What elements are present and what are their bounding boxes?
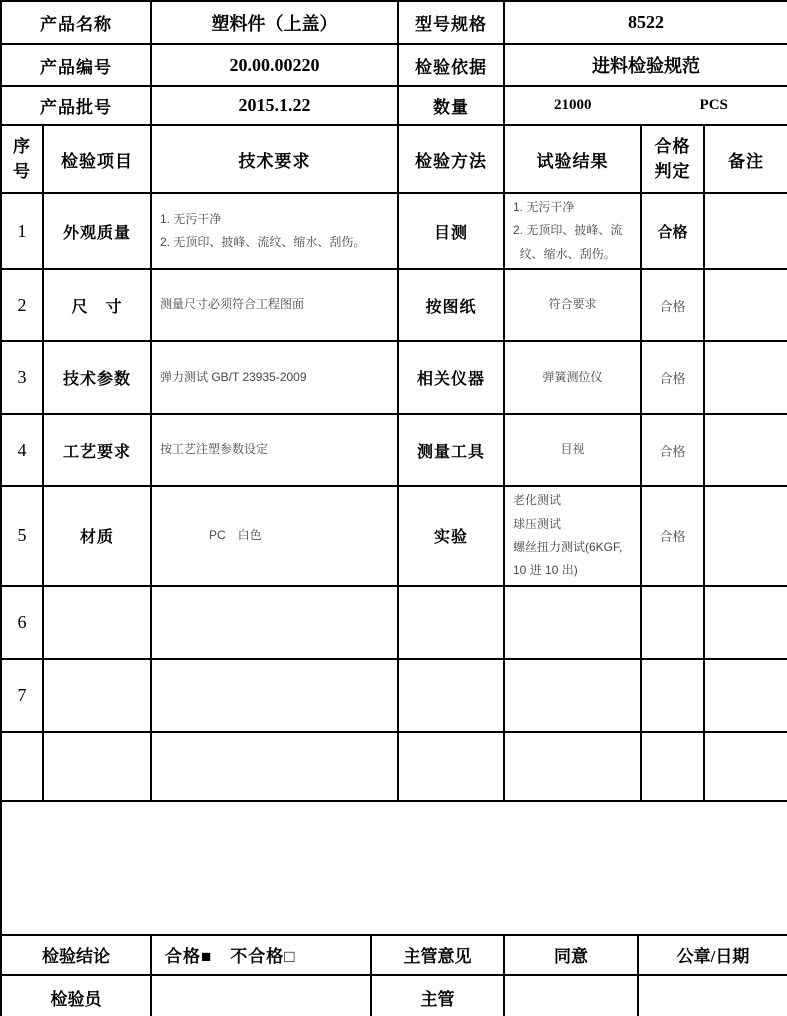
row5-method: 实验 (398, 486, 504, 586)
row3-no: 3 (1, 341, 43, 414)
row6-requirement (151, 586, 398, 659)
inspection-row-2 (1, 269, 787, 341)
row1-result (504, 193, 641, 269)
row3-requirement (151, 341, 398, 414)
row5-result (504, 486, 641, 586)
footer-table (0, 934, 787, 1016)
model-spec-label: 型号规格 (398, 1, 504, 44)
notes-area (1, 801, 787, 935)
seal-date-label: 公章/日期 (638, 935, 787, 975)
requirement-line: 弹力测试 GB/T 23935-2009 (160, 369, 307, 384)
row2-requirement (151, 269, 398, 341)
row4-no: 4 (1, 414, 43, 486)
row1-note (704, 193, 787, 269)
row2-note (704, 269, 787, 341)
opinion-label: 主管意见 (371, 935, 504, 975)
inspector-signature (151, 975, 371, 1016)
row7-item (43, 659, 151, 732)
inspection-row-7 (1, 659, 787, 732)
batch-value: 2015.1.22 (151, 86, 398, 125)
row1-method: 目测 (398, 193, 504, 269)
row5-no: 5 (1, 486, 43, 586)
opinion-value: 同意 (504, 935, 638, 975)
row3-method: 相关仪器 (398, 341, 504, 414)
row6-result (504, 586, 641, 659)
row7-no: 7 (1, 659, 43, 732)
row2-no: 2 (1, 269, 43, 341)
inspector-row (1, 975, 787, 1016)
product-code-label: 产品编号 (1, 44, 151, 86)
row5-judgement: 合格 (641, 486, 704, 586)
header-seq (1, 125, 43, 193)
conclusion-label: 检验结论 (1, 935, 151, 975)
quantity-unit: PCS (699, 97, 728, 113)
header-result: 试验结果 (504, 125, 641, 193)
row3-note (704, 341, 787, 414)
row6-no: 6 (1, 586, 43, 659)
result-line: 弹簧测位仪 (542, 369, 603, 384)
row4-method: 测量工具 (398, 414, 504, 486)
info-row-batch (1, 86, 787, 125)
header-item: 检验项目 (43, 125, 151, 193)
result-line: 目视 (560, 442, 585, 457)
row8-item (43, 732, 151, 801)
inspector-label: 检验员 (1, 975, 151, 1016)
row3-item: 技术参数 (43, 341, 151, 414)
result-line: 2. 无顶印、披峰、流 (513, 223, 623, 238)
row7-requirement (151, 659, 398, 732)
row1-no: 1 (1, 193, 43, 269)
row8-judgement (641, 732, 704, 801)
row1-requirement (151, 193, 398, 269)
header-judgement-text: 合格判定 (654, 136, 691, 181)
row8-requirement (151, 732, 398, 801)
row8-result (504, 732, 641, 801)
inspection-basis-label: 检验依据 (398, 44, 504, 86)
result-line: 老化测试 (513, 493, 562, 508)
row1-judgement: 合格 (641, 193, 704, 269)
row2-method: 按图纸 (398, 269, 504, 341)
requirement-line: 按工艺注塑参数设定 (160, 442, 269, 457)
row5-note (704, 486, 787, 586)
row2-judgement: 合格 (641, 269, 704, 341)
row2-result (504, 269, 641, 341)
row7-method (398, 659, 504, 732)
seal-date-value (638, 975, 787, 1016)
result-line: 球压测试 (513, 516, 562, 531)
inspection-row-4 (1, 414, 787, 486)
notes-area-row (1, 801, 787, 935)
row1-item: 外观质量 (43, 193, 151, 269)
conclusion-checkboxes: 合格■ 不合格□ (151, 935, 371, 975)
product-code-value: 20.00.00220 (151, 44, 398, 86)
manager-signature (504, 975, 638, 1016)
row4-item: 工艺要求 (43, 414, 151, 486)
row4-requirement (151, 414, 398, 486)
quantity-label: 数量 (398, 86, 504, 125)
result-line: 符合要求 (548, 297, 597, 312)
batch-label: 产品批号 (1, 86, 151, 125)
requirement-line: 1. 无污干净 (160, 211, 222, 226)
header-seq-text: 序号 (13, 136, 31, 181)
row7-judgement (641, 659, 704, 732)
manager-label: 主管 (371, 975, 504, 1016)
row3-judgement: 合格 (641, 341, 704, 414)
result-line: 螺丝扭力测试(6KGF, (513, 539, 623, 554)
requirement-line: 2. 无顶印、披峰、流纹、缩水、刮伤。 (160, 235, 366, 250)
product-name-value: 塑料件（上盖） (151, 1, 398, 44)
row4-note (704, 414, 787, 486)
row2-item: 尺 寸 (43, 269, 151, 341)
inspection-row-8 (1, 732, 787, 801)
result-line: 10 进 10 出) (513, 563, 578, 578)
inspection-row-1 (1, 193, 787, 269)
model-spec-value: 8522 (504, 1, 787, 44)
row4-result (504, 414, 641, 486)
row6-method (398, 586, 504, 659)
row8-no (1, 732, 43, 801)
quantity-cell (504, 86, 787, 125)
table-header-row (1, 125, 787, 193)
row5-item: 材质 (43, 486, 151, 586)
inspection-basis-value: 进料检验规范 (504, 44, 787, 86)
requirement-line: 测量尺寸必须符合工程图面 (160, 297, 305, 312)
row5-requirement (151, 486, 398, 586)
product-name-label: 产品名称 (1, 1, 151, 44)
result-line: 纹、缩水、刮伤。 (513, 246, 616, 261)
row4-judgement: 合格 (641, 414, 704, 486)
quantity-value: 21000 (553, 97, 592, 113)
info-row-product-name (1, 1, 787, 44)
inspection-row-6 (1, 586, 787, 659)
row8-method (398, 732, 504, 801)
info-row-product-code (1, 44, 787, 86)
row3-result (504, 341, 641, 414)
row7-note (704, 659, 787, 732)
conclusion-row (1, 935, 787, 975)
header-requirement: 技术要求 (151, 125, 398, 193)
row7-result (504, 659, 641, 732)
quantity-wrap (505, 97, 787, 114)
header-judgement (641, 125, 704, 193)
row8-note (704, 732, 787, 801)
requirement-line: PC 白色 (209, 528, 262, 543)
row6-note (704, 586, 787, 659)
result-line: 1. 无污干净 (513, 200, 575, 214)
header-method: 检验方法 (398, 125, 504, 193)
row6-judgement (641, 586, 704, 659)
inspection-row-3 (1, 341, 787, 414)
header-note: 备注 (704, 125, 787, 193)
inspection-row-5 (1, 486, 787, 586)
row6-item (43, 586, 151, 659)
